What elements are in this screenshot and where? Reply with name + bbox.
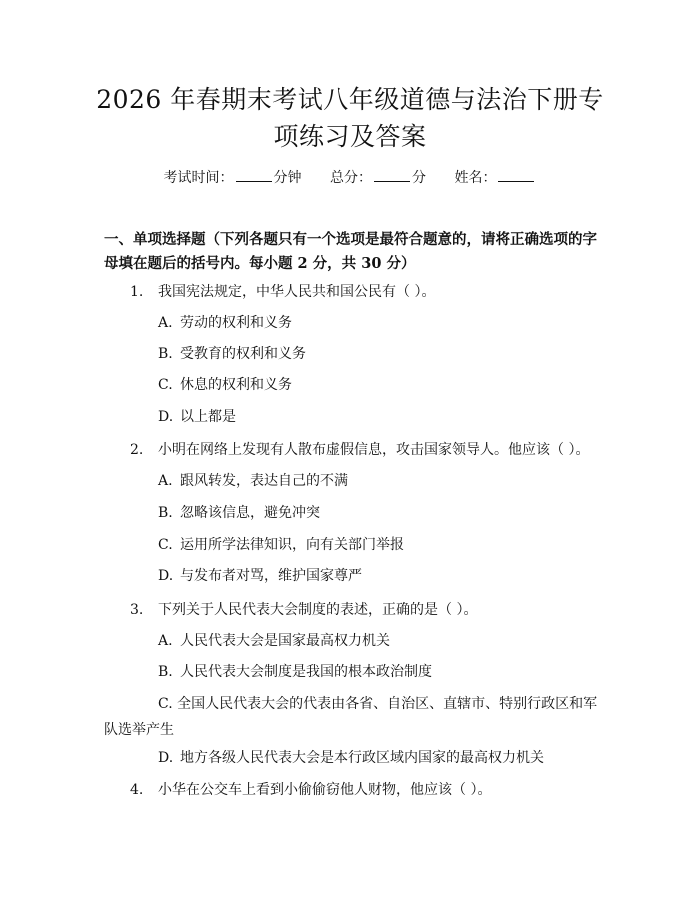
option-letter: D. (158, 409, 174, 425)
exam-info-line (0, 168, 700, 188)
student-name-blank (498, 169, 534, 182)
exam-time-unit: 分钟 (273, 170, 302, 186)
option-text: 全国人民代表大会的代表由各省、自治区、直辖市、特别行政区和军队选举产生 (104, 696, 598, 738)
option-2c (158, 535, 404, 555)
section-heading: 一、单项选择题（下列各题只有一个选项是最符合题意的，请将正确选项的字母填在题后的括号内。每小题 2 分，共 30 分） (104, 231, 597, 272)
option-text: 劳动的权利和义务 (180, 315, 292, 331)
option-3c (104, 691, 604, 743)
total-score-unit: 分 (412, 170, 426, 186)
option-letter: B. (158, 664, 173, 680)
total-score-field (330, 168, 426, 188)
option-letter: D. (158, 568, 174, 584)
option-text: 以上都是 (180, 409, 236, 425)
question-number: 2. (130, 442, 144, 458)
exam-time-label: 考试时间： (163, 170, 234, 186)
document-title-line-1: 2026 年春期末考试八年级道德与法治下册专 (96, 85, 604, 114)
option-1b (158, 344, 306, 364)
option-letter: A. (158, 473, 173, 489)
option-3b (158, 662, 432, 682)
question-text: 小明在网络上发现有人散布虚假信息，攻击国家领导人。他应该（ ）。 (158, 442, 590, 458)
question-4 (130, 780, 491, 800)
option-text: 人民代表大会制度是我国的根本政治制度 (180, 664, 432, 680)
option-text: 与发布者对骂，维护国家尊严 (180, 568, 362, 584)
option-3d (158, 748, 544, 768)
question-number: 4. (130, 782, 144, 798)
option-text: 受教育的权利和义务 (180, 346, 306, 362)
question-text: 小华在公交车上看到小偷偷窃他人财物，他应该（ ）。 (158, 782, 492, 798)
option-letter: D. (158, 750, 174, 766)
option-1a (158, 313, 292, 333)
option-letter: C. (158, 377, 173, 393)
question-text: 下列关于人民代表大会制度的表述，正确的是（ ）。 (158, 602, 478, 618)
option-text: 运用所学法律知识，向有关部门举报 (180, 537, 404, 553)
option-text: 跟风转发，表达自己的不满 (180, 473, 348, 489)
option-2d (158, 566, 362, 586)
question-number: 3. (130, 602, 144, 618)
option-1c (158, 375, 292, 395)
student-name-label: 姓名： (454, 170, 497, 186)
option-text: 人民代表大会是国家最高权力机关 (180, 633, 390, 649)
option-letter: C. (158, 537, 173, 553)
question-3 (130, 600, 477, 620)
option-letter: B. (158, 346, 173, 362)
document-title-line-2: 项练习及答案 (273, 122, 427, 151)
total-score-blank (374, 169, 410, 182)
option-text: 休息的权利和义务 (180, 377, 292, 393)
student-name-field (454, 168, 536, 188)
option-2a (158, 471, 348, 491)
option-text: 地方各级人民代表大会是本行政区域内国家的最高权力机关 (180, 750, 544, 766)
exam-time-blank (236, 169, 272, 182)
option-letter: C. (158, 696, 173, 712)
question-text: 我国宪法规定，中华人民共和国公民有（ ）。 (158, 284, 436, 300)
option-letter: A. (158, 633, 173, 649)
exam-time-field (164, 168, 302, 188)
question-1 (130, 282, 435, 302)
option-1d (158, 407, 236, 427)
question-number: 1. (130, 284, 144, 300)
option-text: 忽略该信息，避免冲突 (180, 505, 320, 521)
option-letter: A. (158, 315, 173, 331)
option-3a (158, 631, 390, 651)
option-2b (158, 503, 320, 523)
question-2 (130, 440, 589, 460)
option-letter: B. (158, 505, 173, 521)
total-score-label: 总分： (330, 170, 372, 186)
